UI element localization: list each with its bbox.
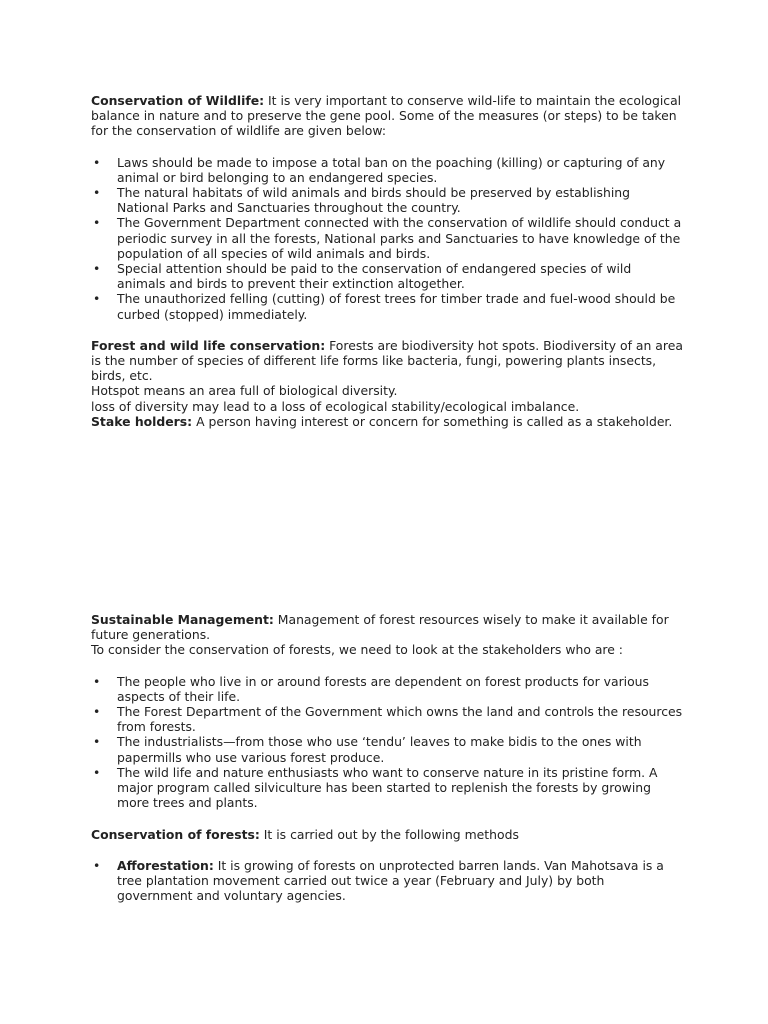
- list-item: • The Forest Department of the Government which owns the land and controls the resources from forests.: [117, 704, 683, 734]
- stakeholders-heading: Stake holders:: [91, 413, 193, 429]
- hotspot-line: Hotspot means an area full of biological diversity.: [91, 383, 398, 399]
- afforestation-term: Afforestation:: [117, 857, 214, 873]
- document-page: [91, 93, 683, 903]
- stakeholders-paragraph: [91, 414, 683, 429]
- forest-wildlife-heading: Forest and wild life conservation:: [91, 337, 326, 353]
- list-item: • The wild life and nature enthusiasts who want to conserve nature in its pristine form. A major program called silviculture has been started to replenish the forests by growing more trees and plants.: [117, 765, 683, 811]
- list-item: • The unauthorized felling (cutting) of forest trees for timber trade and fuel-wood should be curbed (stopped) immediately.: [117, 291, 683, 321]
- stakeholders-intro-line: To consider the conservation of forests, we need to look at the stakeholders who are :: [91, 642, 623, 658]
- forests-heading: Conservation of forests:: [91, 826, 260, 842]
- list-item: • The natural habitats of wild animals and birds should be preserved by establishing National Parks and Sanctuaries throughout the country.: [117, 185, 683, 215]
- forest-wildlife-intro: Forests are biodiversity hot spots. Biodiversity of an area is the number of species of different life forms like bacteria, fungi, powering plants insects, birds, etc.: [91, 337, 683, 384]
- wildlife-intro: It is very important to conserve wild-life to maintain the ecological balance in nature and to preserve the gene pool. Some of the measures (or steps) to be taken for the conservation of wildlife are given below:: [91, 93, 682, 139]
- forest-wildlife-paragraph: [91, 338, 683, 384]
- wildlife-paragraph: [91, 93, 683, 139]
- afforestation-text: It is growing of forests on unprotected barren lands. Van Mahotsava is a tree plantation movement carried out twice a year (February and July) by both government and voluntary agencies.: [117, 857, 664, 904]
- list-item: • The industrialists—from those who use ‘tendu’ leaves to make bidis to the ones with papermills who use various forest produce.: [117, 734, 683, 764]
- list-item: • The people who live in or around forests are dependent on forest products for various aspects of their life.: [117, 674, 683, 704]
- wildlife-heading: Conservation of Wildlife:: [91, 93, 265, 108]
- sustainable-heading: Sustainable Management:: [91, 612, 274, 628]
- diversity-loss-line: loss of diversity may lead to a loss of ecological stability/ecological imbalance.: [91, 398, 580, 414]
- sustainable-paragraph: [91, 612, 683, 642]
- list-item: [117, 858, 683, 904]
- list-item: • The Government Department connected with the conservation of wildlife should conduct a periodic survey in all the forests, National parks and Sanctuaries to have knowledge of the population of all species of wild animals and birds.: [117, 215, 683, 261]
- wildlife-measures-list: [91, 155, 683, 322]
- forest-methods-list: [91, 858, 683, 904]
- stakeholders-text: A person having interest or concern for something is called as a stakeholder.: [192, 413, 673, 429]
- forests-intro: It is carried out by the following methods: [259, 826, 519, 842]
- sustainable-intro: Management of forest resources wisely to make it available for future generations.: [91, 612, 669, 643]
- forests-paragraph: [91, 827, 683, 842]
- stakeholders-list: [91, 674, 683, 811]
- list-item: • Laws should be made to impose a total ban on the poaching (killing) or capturing of any animal or bird belonging to an endangered species.: [117, 155, 683, 185]
- list-item: • Special attention should be paid to the conservation of endangered species of wild animals and birds to prevent their extinction altogether.: [117, 261, 683, 291]
